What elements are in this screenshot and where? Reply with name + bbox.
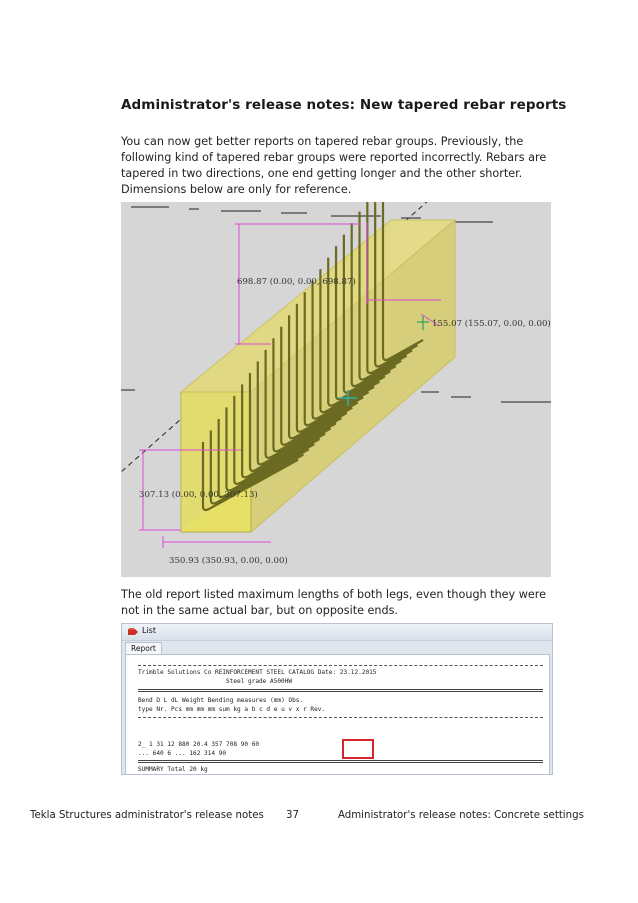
second-paragraph: [121, 587, 546, 619]
report-divider: [138, 717, 543, 718]
report-row: 2_ 1 31 12 880 20.4 357 708 90 60: [138, 741, 260, 748]
second-line: The old report listed maximum lengths of both legs, even though they were: [121, 588, 546, 601]
report-summary: SUMMARY Total 20 kg: [138, 766, 208, 773]
report-steel-grade: Steel grade A500HW: [226, 678, 293, 685]
footer-document-title: Tekla Structures administrator's release notes: [30, 810, 264, 821]
intro-line: You can now get better reports on tapered rebar groups. Previously, the: [121, 135, 524, 148]
dimension-label-horizontal-front: 350.93 (350.93, 0.00, 0.00): [169, 556, 288, 566]
intro-paragraph: [121, 134, 547, 198]
report-divider: [138, 665, 543, 666]
footer-page-number: 37: [286, 810, 299, 821]
bending-measure-highlight: [342, 739, 374, 759]
list-report-window: [121, 623, 553, 775]
dimension-label-horizontal-back: 155.07 (155.07, 0.00, 0.00): [432, 319, 551, 329]
dimension-label-vertical-long: 698.87 (0.00, 0.00, 698.87): [237, 277, 356, 287]
dimension-label-vertical-short: 307.13 (0.00, 0.00, 307.13): [139, 490, 258, 500]
intro-line: following kind of tapered rebar groups were reported incorrectly. Rebars are: [121, 151, 547, 164]
intro-line: tapered in two directions, one end getting longer and the other shorter.: [121, 167, 523, 180]
report-text-area[interactable]: [125, 654, 550, 775]
window-title-bar: [122, 624, 552, 641]
report-column-headers: Bend D L dL Weight Bending measures (mm) Obs.: [138, 697, 304, 704]
list-app-icon: [127, 627, 139, 636]
page-title: Administrator's release notes: New tapered rebar reports: [121, 97, 567, 113]
window-title: List: [142, 626, 156, 635]
model-canvas: [121, 202, 551, 577]
report-column-headers: type Nr. Pcs mm mm mm sum kg a b c d e u v x r Rev.: [138, 706, 326, 713]
report-header-line: Trimble Solutions Co REINFORCEMENT STEEL CATALOG Date: 23.12.2015: [138, 669, 377, 676]
report-divider: [138, 760, 543, 763]
report-row: ... 640 6 ... 162 314 90: [138, 750, 227, 757]
intro-line: Dimensions below are only for reference.: [121, 183, 352, 196]
report-divider: [138, 689, 543, 692]
tapered-rebar-model-image: [121, 202, 551, 577]
second-line: not in the same actual bar, but on opposite ends.: [121, 604, 398, 617]
footer-section-title: Administrator's release notes: Concrete settings: [338, 810, 584, 821]
tab-report[interactable]: Report: [125, 642, 162, 655]
